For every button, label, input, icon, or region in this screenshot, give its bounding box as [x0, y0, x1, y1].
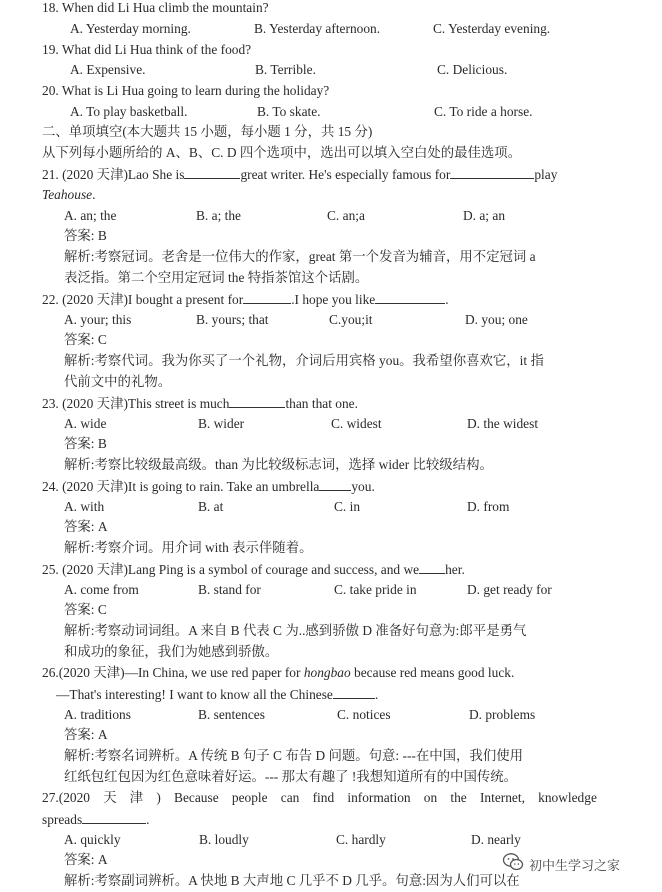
q25-option-a: A. come from [64, 582, 139, 597]
q27-stem2-part-a: spreads [42, 812, 83, 827]
q27-word: information [347, 790, 411, 805]
q23-stem-part-b: than that one. [285, 396, 358, 411]
answer-blank [333, 686, 375, 699]
q25-analysis-line-2: 和成功的象征，我们为她感到骄傲。 [64, 644, 279, 659]
section-instruction: 从下列每小题所给的 A、B、C. D 四个选项中，选出可以填入空白处的最佳选项。 [42, 145, 522, 160]
q26-italic-word: hongbao [303, 665, 351, 680]
question-22-stem [42, 291, 449, 308]
q22-analysis-line-2: 代前文中的礼物。 [64, 374, 172, 389]
q27-analysis-line-1: 解析:考察副词辨析。A 快地 B 大声地 C 几乎不 D 几乎。句意:因为人们可以在 [64, 873, 520, 888]
q24-answer: 答案: A [64, 519, 108, 534]
q22-stem-part-b: .I hope you like [291, 292, 376, 307]
q25-stem-part-b: her. [445, 562, 465, 577]
question-19: 19. What did Li Hua think of the food? [42, 42, 252, 57]
q27-word: ) [156, 790, 161, 805]
q19-option-a: A. Expensive. [70, 62, 146, 77]
q22-option-a: A. your; this [64, 312, 132, 327]
question-23-stem [42, 395, 358, 412]
q24-option-d: D. from [467, 499, 510, 514]
q23-option-b: B. wider [198, 416, 245, 431]
q25-answer: 答案: C [64, 602, 107, 617]
question-21-stem [42, 166, 557, 183]
q24-analysis-line-1: 解析:考察介词。用介词 with 表示伴随着。 [64, 540, 313, 555]
q27-word: Internet, [479, 790, 525, 805]
q26-stem-part-a: 26.(2020 天津)—In China, we use red paper for [42, 665, 301, 680]
q21-stem-part-a: 21. (2020 天津)Lao She is [42, 167, 185, 182]
q21-stem-part-c: play [534, 167, 558, 182]
q27-stem2-part-b: . [146, 812, 150, 827]
q21-italic-title: Teahouse [42, 187, 93, 202]
q26-stem2-part-b: . [374, 687, 379, 702]
q21-stem-part-b: great writer. He's especially famous for [240, 167, 451, 182]
wechat-icon [502, 852, 524, 876]
q27-word: 津 [129, 790, 144, 805]
q18-option-c: C. Yesterday evening. [433, 21, 551, 36]
section-title: 二、单项填空(本大题共 15 小题，每小题 1 分，共 15 分) [42, 124, 373, 139]
q26-answer: 答案: A [64, 727, 108, 742]
q27-option-d: D. nearly [471, 832, 521, 847]
question-21-stem-cont [42, 187, 95, 203]
q21-analysis-line-1: 解析:考察冠词。老舍是一位伟大的作家，great 第一个发音为辅音，用不定冠词 a [64, 249, 536, 264]
q25-stem-part-a: 25. (2020 天津)Lang Ping is a symbol of courage and success, and we [42, 562, 420, 577]
question-24-stem [42, 478, 375, 495]
q26-option-c: C. notices [337, 707, 391, 722]
q22-stem-part-c: . [445, 292, 449, 307]
q27-answer: 答案: A [64, 852, 108, 867]
q27-word: 天 [103, 790, 117, 805]
q27-option-a: A. quickly [64, 832, 121, 847]
q26-stem-part-b: because red means good luck. [354, 665, 515, 680]
q22-option-d: D. you; one [465, 312, 528, 327]
q26-analysis-line-1: 解析:考察名词辨析。A 传统 B 句子 C 布告 D 问题。句意: ---在中国，我们使用 [64, 748, 523, 763]
q27-word: can [280, 790, 300, 805]
q27-word: on [423, 790, 438, 805]
q23-analysis-line-1: 解析:考察比较级最高级。than 为比较级标志词，选择 wider 比较级结构。 [64, 457, 493, 472]
q25-analysis-line-1: 解析:考察动词词组。A 来自 B 代表 C 为..感到骄傲 D 准备好句意为:郎平是勇气 [64, 623, 527, 638]
q25-option-b: B. stand for [198, 582, 261, 597]
q27-word: 27.(2020 [42, 790, 90, 805]
watermark [502, 852, 620, 876]
q21-option-a: A. an; the [64, 208, 117, 223]
q21-option-b: B. a; the [196, 208, 241, 223]
answer-blank [450, 166, 534, 179]
q27-word: the [450, 790, 467, 805]
q22-option-c: C.you;it [329, 312, 373, 327]
q21-analysis-line-2: 表泛指。第二个空用定冠词 the 特指茶馆这个话剧。 [64, 270, 369, 285]
q23-stem-part-a: 23. (2020 天津)This street is much [42, 396, 230, 411]
answer-blank [319, 478, 351, 491]
question-25-stem [42, 561, 465, 578]
question-26-stem-line-2 [56, 686, 378, 703]
q25-option-c: C. take pride in [334, 582, 417, 597]
q27-word: people [231, 790, 268, 805]
q21-option-c: C. an;a [327, 208, 365, 223]
q21-stem-end: . [92, 187, 96, 202]
q21-option-d: D. a; an [463, 208, 506, 223]
q24-stem-part-b: you. [351, 479, 375, 494]
q24-option-b: B. at [198, 499, 224, 514]
q22-analysis-line-1: 解析:考察代词。我为你买了一个礼物，介词后用宾格 you。我希望你喜欢它，it 指 [64, 353, 544, 368]
q21-answer: 答案: B [64, 228, 107, 243]
q27-option-b: B. loudly [199, 832, 249, 847]
q25-option-d: D. get ready for [467, 582, 552, 597]
q18-option-a: A. Yesterday morning. [70, 21, 191, 36]
q23-option-a: A. wide [64, 416, 107, 431]
q26-analysis-line-2: 红纸包红包因为红色意味着好运。--- 那太有趣了 !我想知道所有的中国传统。 [64, 769, 518, 784]
q26-stem2-part-a: —That's interesting! I want to know all the Chinese [56, 687, 333, 702]
answer-blank [229, 395, 285, 408]
q22-answer: 答案: C [64, 332, 107, 347]
q24-option-a: A. with [64, 499, 105, 514]
q27-word: find [312, 790, 335, 805]
q19-option-c: C. Delicious. [437, 62, 508, 77]
watermark-text: 初中生学习之家 [529, 855, 620, 874]
question-27-stem [42, 790, 597, 806]
q20-option-c: C. To ride a horse. [434, 104, 533, 119]
answer-blank [184, 166, 240, 179]
q24-option-c: C. in [334, 499, 361, 514]
question-20: 20. What is Li Hua going to learn during the holiday? [42, 83, 330, 98]
q26-option-b: B. sentences [198, 707, 265, 722]
q19-option-b: B. Terrible. [255, 62, 316, 77]
q27-word: Because [174, 790, 219, 805]
question-18: 18. When did Li Hua climb the mountain? [42, 0, 269, 15]
answer-blank [375, 291, 445, 304]
q27-option-c: C. hardly [336, 832, 386, 847]
q22-option-b: B. yours; that [196, 312, 269, 327]
q23-answer: 答案: B [64, 436, 107, 451]
q23-option-c: C. widest [331, 416, 382, 431]
q22-stem-part-a: 22. (2020 天津)I bought a present for [42, 292, 244, 307]
q20-option-b: B. To skate. [257, 104, 321, 119]
q20-option-a: A. To play basketball. [70, 104, 188, 119]
q26-option-a: A. traditions [64, 707, 131, 722]
answer-blank [82, 811, 146, 824]
question-26-stem [42, 665, 514, 681]
q27-word: knowledge [538, 790, 597, 805]
question-27-stem-line-2 [42, 811, 150, 828]
answer-blank [419, 561, 445, 574]
q24-stem-part-a: 24. (2020 天津)It is going to rain. Take an umbrella [42, 479, 320, 494]
q18-option-b: B. Yesterday afternoon. [254, 21, 381, 36]
q26-option-d: D. problems [469, 707, 536, 722]
q23-option-d: D. the widest [467, 416, 539, 431]
answer-blank [243, 291, 291, 304]
